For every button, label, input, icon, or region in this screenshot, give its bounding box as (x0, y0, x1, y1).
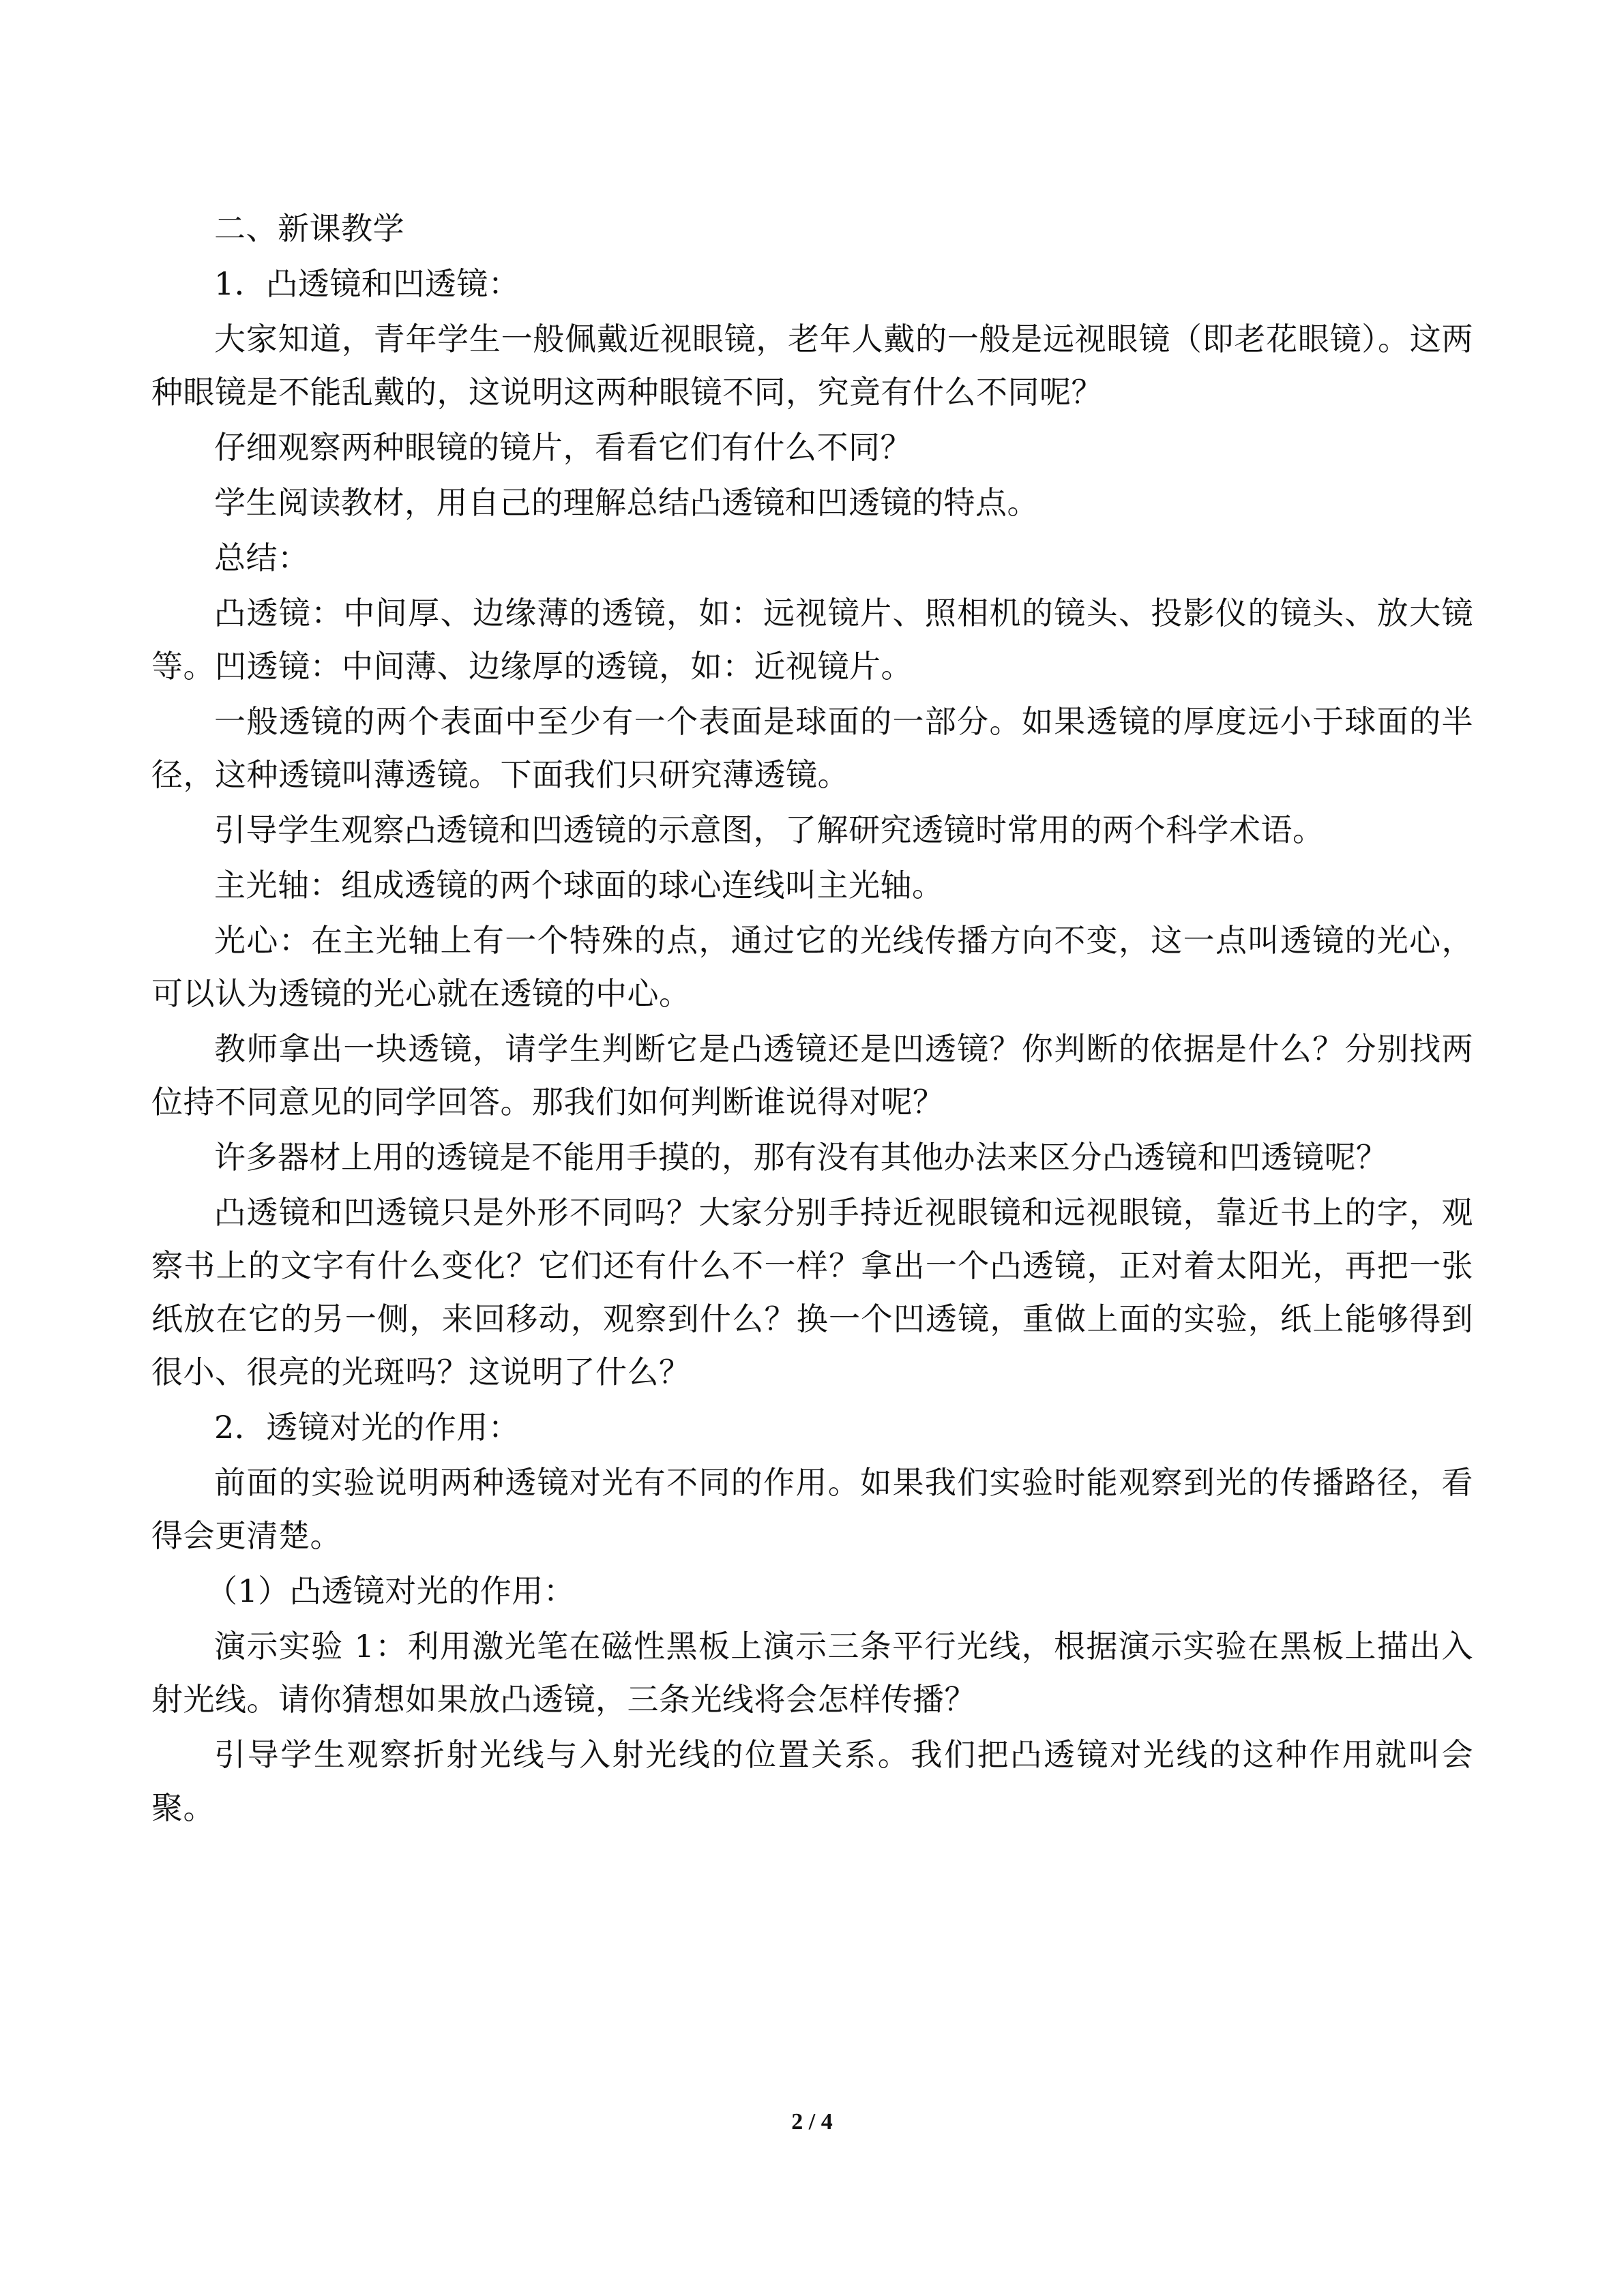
paragraph: 主光轴：组成透镜的两个球面的球心连线叫主光轴。 (214, 867, 944, 904)
subsection-heading: 1．凸透镜和凹透镜： (214, 265, 520, 302)
paragraph: 教师拿出一块透镜，请学生判断它是凸透镜还是凹透镜？你判断的依据是什么？分别找两位持不同意见的同学回答。那我们如何判断谁说得对呢？ (151, 1030, 1473, 1120)
paragraph: 前面的实验说明两种透镜对光有不同的作用。如果我们实验时能观察到光的传播路径，看得会更清楚。 (151, 1464, 1473, 1554)
paragraph: 引导学生观察凸透镜和凹透镜的示意图，了解研究透镜时常用的两个科学术语。 (214, 811, 1325, 848)
paragraph: 大家知道，青年学生一般佩戴近视眼镜，老年人戴的一般是远视眼镜（即老花眼镜）。这两种眼镜是不能乱戴的，这说明这两种眼镜不同，究竟有什么不同呢？ (151, 320, 1473, 411)
sub-subsection-heading: （1）凸透镜对光的作用： (206, 1572, 576, 1609)
paragraph: 引导学生观察折射光线与入射光线的位置关系。我们把凸透镜对光线的这种作用就叫会聚。 (151, 1736, 1473, 1826)
subsection-heading: 2．透镜对光的作用： (214, 1409, 520, 1446)
paragraph: 许多器材上用的透镜是不能用手摸的，那有没有其他办法来区分凸透镜和凹透镜呢？ (214, 1139, 1388, 1176)
paragraph: 演示实验 1：利用激光笔在磁性黑板上演示三条平行光线，根据演示实验在黑板上描出入射光线。请你猜想如果放凸透镜，三条光线将会怎样传播？ (151, 1628, 1473, 1718)
paragraph: 一般透镜的两个表面中至少有一个表面是球面的一部分。如果透镜的厚度远小于球面的半径，这种透镜叫薄透镜。下面我们只研究薄透镜。 (151, 703, 1473, 793)
paragraph: 总结： (214, 539, 310, 576)
paragraph: 凸透镜和凹透镜只是外形不同吗？大家分别手持近视眼镜和远视眼镜，靠近书上的字，观察书上的文字有什么变化？它们还有什么不一样？拿出一个凸透镜，正对着太阳光，再把一张纸放在它的另一侧，来回移动，观察到什么？换一个凹透镜，重做上面的实验，纸上能够得到很小、很亮的光斑吗？这说明了什么？ (151, 1194, 1473, 1390)
paragraph: 学生阅读教材，用自己的理解总结凸透镜和凹透镜的特点。 (214, 484, 1039, 521)
paragraph: 仔细观察两种眼镜的镜片，看看它们有什么不同？ (214, 429, 912, 466)
document-body (151, 202, 1473, 1836)
page-number: 2 / 4 (791, 2109, 833, 2134)
section-heading: 二、新课教学 (214, 210, 404, 247)
paragraph: 光心：在主光轴上有一个特殊的点，通过它的光线传播方向不变，这一点叫透镜的光心，可以认为透镜的光心就在透镜的中心。 (151, 922, 1473, 1012)
paragraph: 凸透镜：中间厚、边缘薄的透镜，如：远视镜片、照相机的镜头、投影仪的镜头、放大镜等。凹透镜：中间薄、边缘厚的透镜，如：近视镜片。 (151, 595, 1473, 685)
